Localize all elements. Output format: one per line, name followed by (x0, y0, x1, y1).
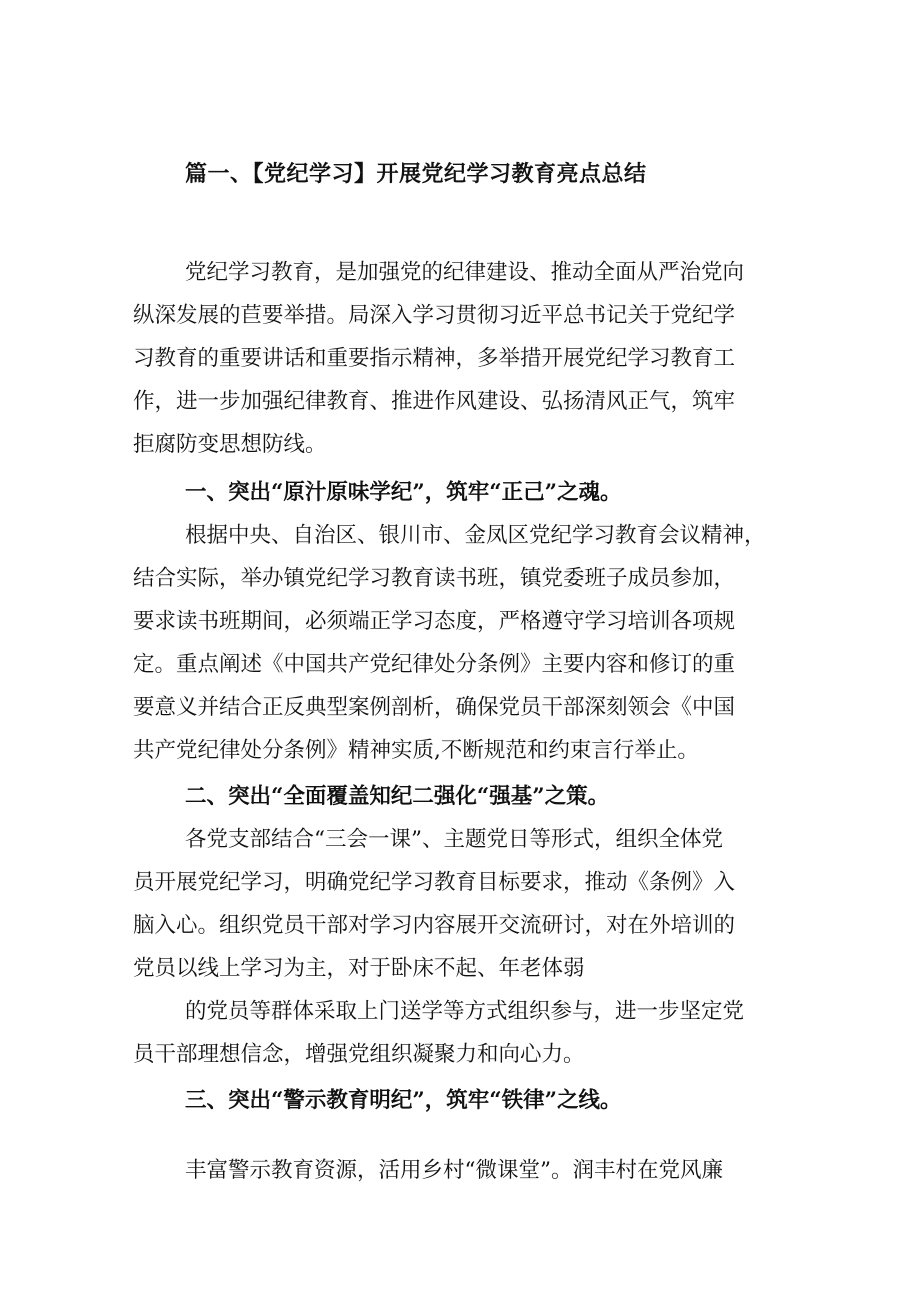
section-heading-3: 三、突出“警示教育明纪”，筑牢“铁律”之线。 (185, 1088, 622, 1113)
paragraph-line: 拒腐防变思想防线。 (133, 432, 327, 457)
paragraph-line: 要意义并结合正反典型案例剖析，确保党员干部深刻领会《中国 (133, 695, 736, 720)
paragraph-line: 党纪学习教育，是加强党的纪律建设、推动全面从严治党向 (185, 260, 745, 285)
paragraph-line: 要求读书班期间，必须端正学习态度，严格遵守学习培训各项规 (133, 609, 736, 634)
paragraph-line: 脑入心。组织党员干部对学习内容展开交流研讨，对在外培训的 (133, 913, 736, 938)
paragraph-line: 习教育的重要讲话和重要指示精神，多举措开展党纪学习教育工 (133, 346, 736, 371)
paragraph-line: 党员以线上学习为主，对于卧床不起、年老体弱 (133, 956, 585, 981)
paragraph-line: 的党员等群体采取上门送学等方式组织参与，进一步坚定党 (185, 999, 745, 1024)
document-title: 篇一、【党纪学习】开展党纪学习教育亮点总结 (185, 161, 647, 187)
paragraph-line: 结合实际，举办镇党纪学习教育读书班，镇党委班子成员参加， (133, 566, 736, 591)
paragraph-line: 定。重点阐述《中国共产党纪律处分条例》主要内容和修订的重 (133, 652, 736, 677)
paragraph-line: 纵深发展的苣要举措。局深入学习贯彻习近平总书记关于党纪学 (133, 303, 736, 328)
paragraph-line: 作，进一步加强纪律教育、推进作风建设、弘扬清风正气，筑牢 (133, 389, 736, 414)
paragraph-line: 根据中央、自治区、银川市、金凤区党纪学习教育会议精神， (185, 523, 766, 548)
paragraph-line: 员干部理想信念，增强党组织凝聚力和向心力。 (133, 1042, 585, 1067)
paragraph-line: 各党支部结合“三会一课”、主题党日等形式，组织全体党 (185, 827, 723, 852)
section-heading-1: 一、突出“原汁原味学纪”，筑牢“正己”之魂。 (185, 480, 622, 505)
paragraph-line: 共产党纪律处分条例》精神实质,不断规范和约束言行举止。 (133, 738, 699, 763)
paragraph-line: 员开展党纪学习，明确党纪学习教育目标要求，推动《条例》入 (133, 870, 736, 895)
paragraph-line: 丰富警示教育资源，活用乡村“微课堂”。润丰村在党风廉 (185, 1158, 723, 1183)
section-heading-2: 二、突出“全面覆盖知纪二强化“强基”之策。 (185, 784, 610, 809)
